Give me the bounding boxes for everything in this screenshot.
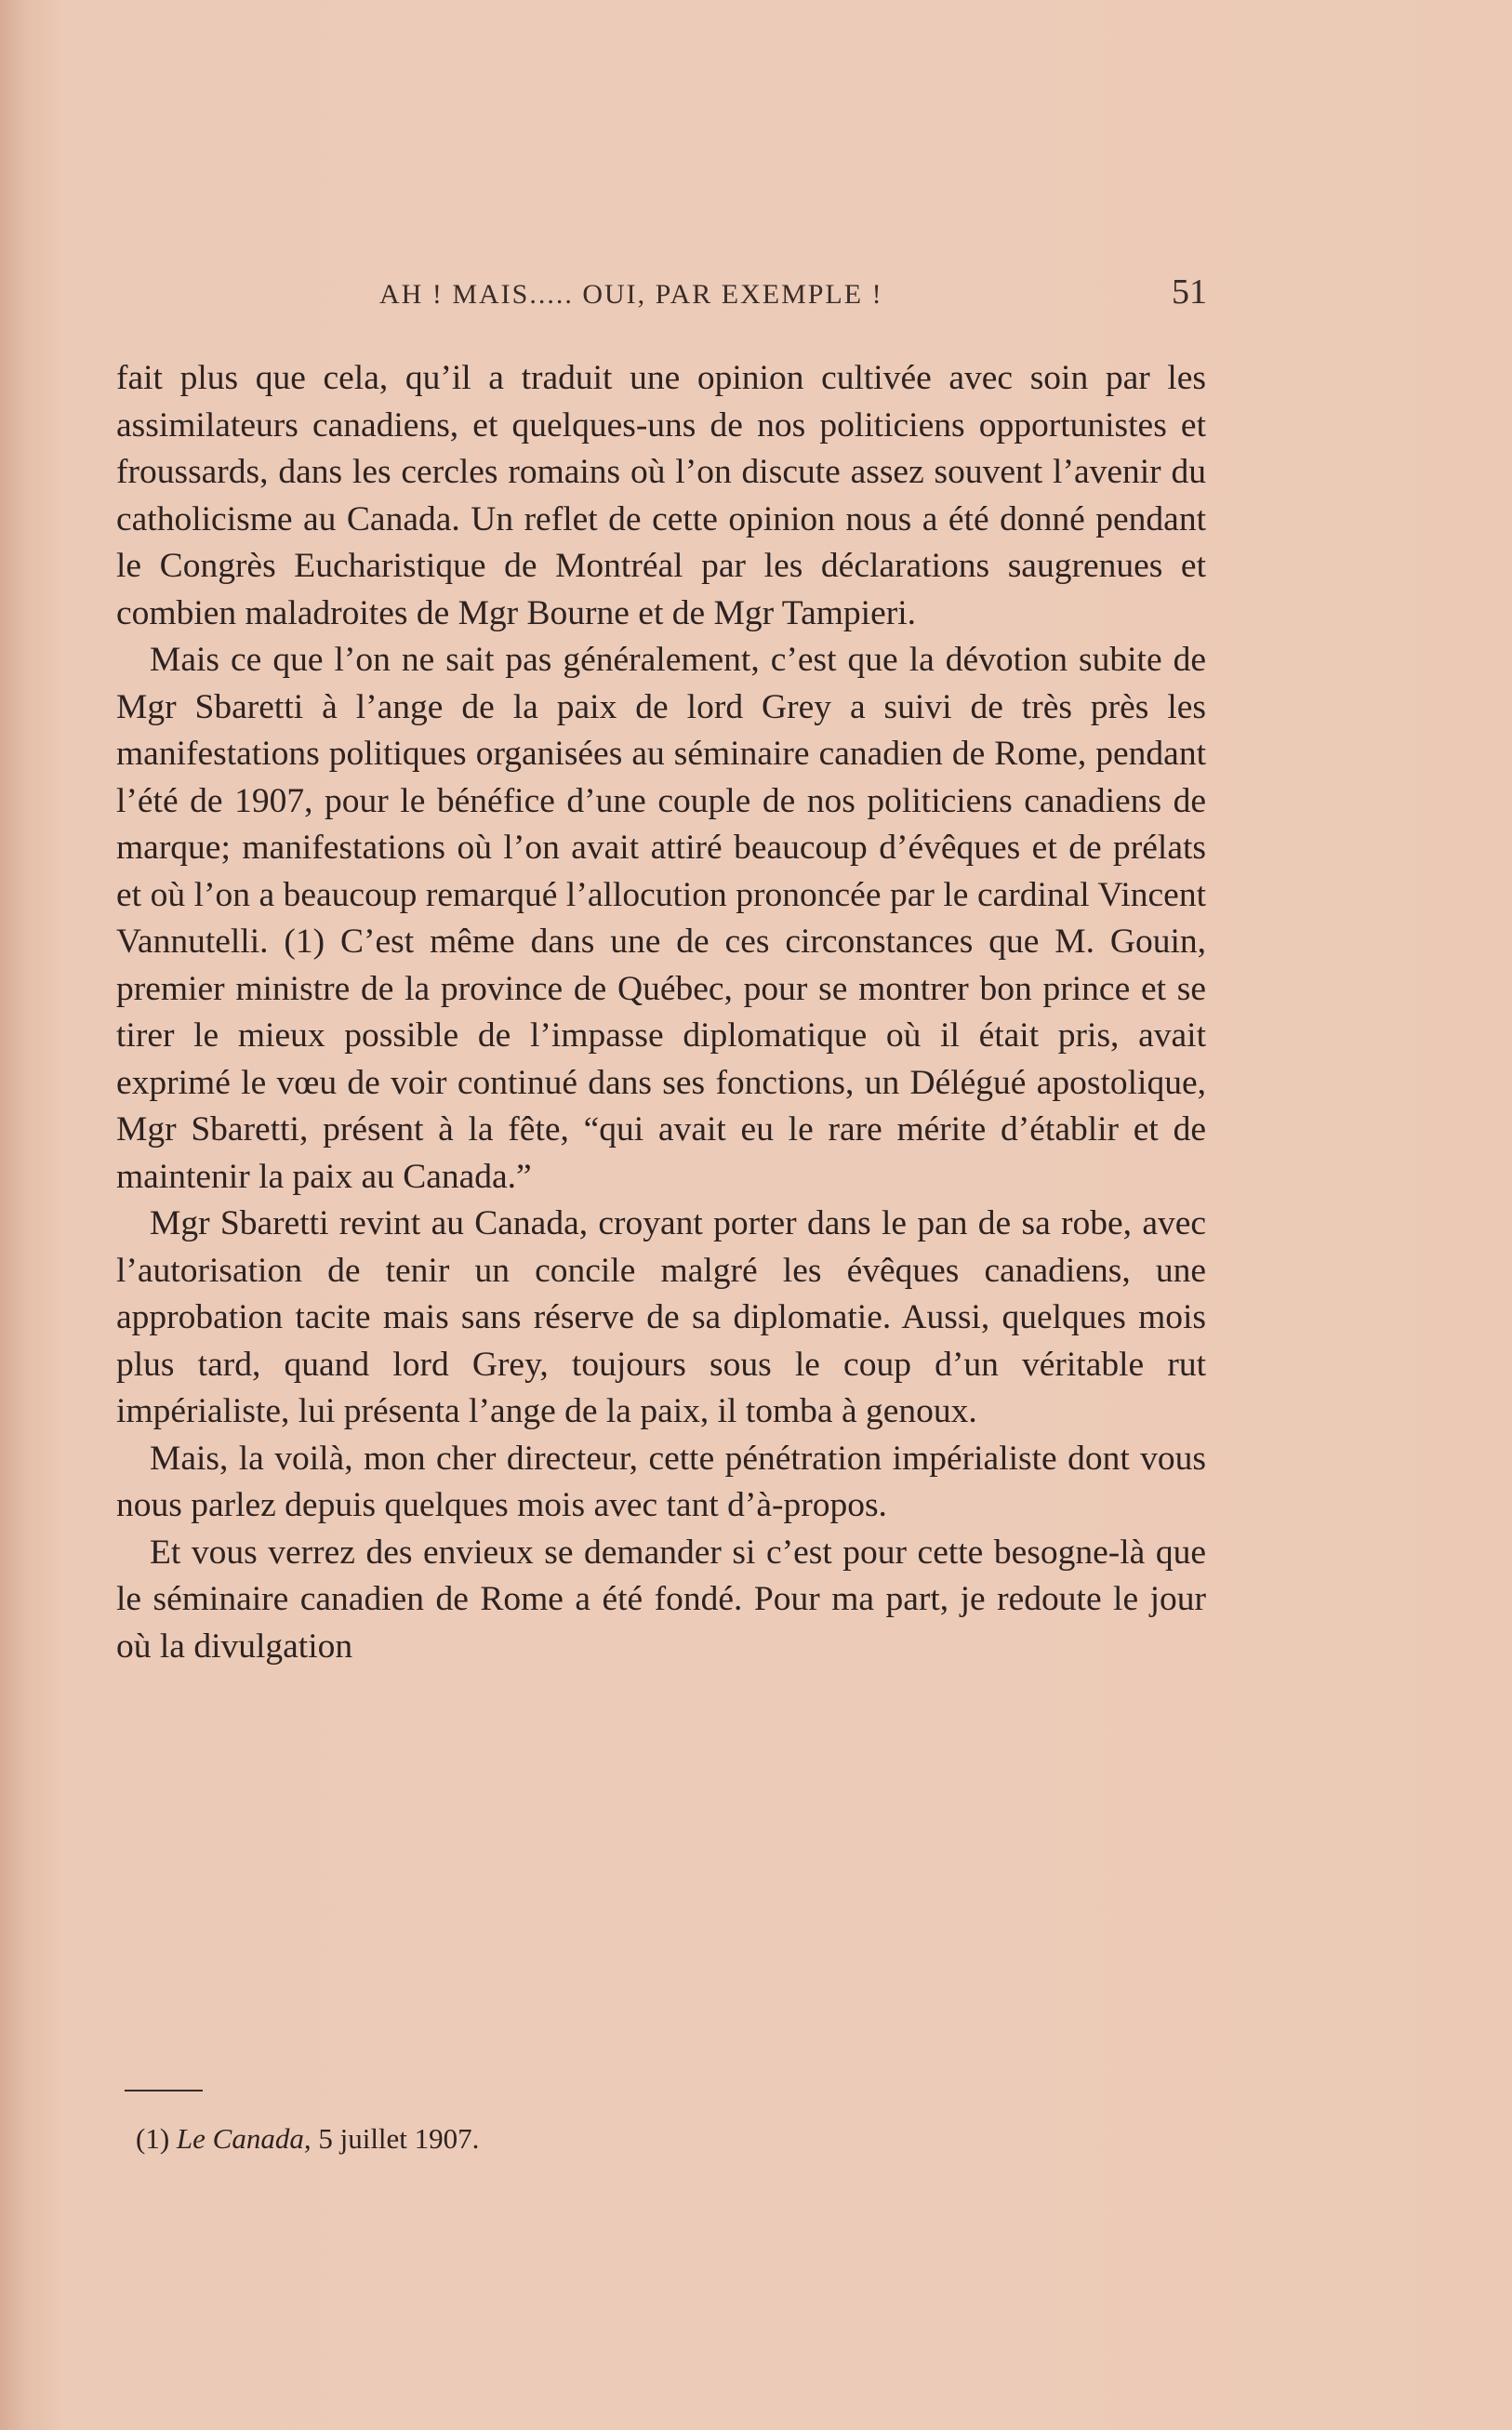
running-head: AH ! MAIS..... OUI, PAR EXEMPLE ! — [379, 279, 883, 310]
body-text — [116, 355, 1206, 1670]
page-number: 51 — [1172, 272, 1207, 312]
footnote-marker: (1) — [136, 2122, 170, 2155]
paragraph-4: Mais, la voilà, mon cher directeur, cette pénétration impérialiste dont vous nous parlez depuis quelques mois avec tant d’à-propos. — [116, 1439, 1206, 1524]
footnote — [136, 2122, 479, 2156]
paragraph-5: Et vous verrez des envieux se demander si c’est pour cette besogne-là que le séminaire canadien de Rome a été fondé. Pour ma part, je redoute le jour où la divulgation — [116, 1533, 1206, 1666]
paragraph-3: Mgr Sbaretti revint au Canada, croyant porter dans le pan de sa robe, avec l’autorisation de tenir un concile malgré les évêques canadiens, une approbation tacite mais sans réserve de sa diplomatie. Aussi, quelques mois plus tard, quand lord Grey, toujours sous le coup d’un véritable rut impérialiste, lui présenta l’ange de la paix, il tomba à genoux. — [116, 1204, 1206, 1430]
page-header — [119, 272, 1207, 325]
footnote-date: 5 juillet 1907. — [318, 2122, 480, 2155]
paragraph-2: Mais ce que l’on ne sait pas généralement, c’est que la dévotion subite de Mgr Sbaretti à l’ange de la paix de lord Grey a suivi de très près les manifestations politiques organisées au séminaire canadien de Rome, pendant l’été de 1907, pour le bénéfice d’une couple de nos politiciens canadiens de marque; manifestations où l’on avait attiré beaucoup d’évêques et de prélats et où l’on a beaucoup remarqué l’allocution prononcée par le cardinal Vincent Vannutelli. (1) C’est même dans une de ces circonstances que M. Gouin, premier ministre de la province de Québec, pour se montrer bon prince et se tirer le mieux possible de l’impasse diplomatique où il était pris, avait exprimé le vœu de voir continué dans ses fonctions, un Délégué apostolique, Mgr Sbaretti, présent à la fête, “qui avait eu le rare mérite d’établir et de maintenir la paix au Canada.” — [116, 641, 1206, 1196]
footnote-rule — [125, 2090, 203, 2091]
footnote-source: Le Canada, — [176, 2122, 312, 2155]
paragraph-1: fait plus que cela, qu’il a traduit une opinion cultivée avec soin par les assimilateurs canadiens, et quelques-uns de nos politiciens opportunistes et froussards, dans les cercles romains où l’on discute assez souvent l’avenir du catholicisme au Canada. Un reflet de cette opinion nous a été donné pendant le Congrès Eucharistique de Montréal par les déclarations saugrenues et combien maladroites de Mgr Bourne et de Mgr Tampieri. — [116, 359, 1206, 632]
